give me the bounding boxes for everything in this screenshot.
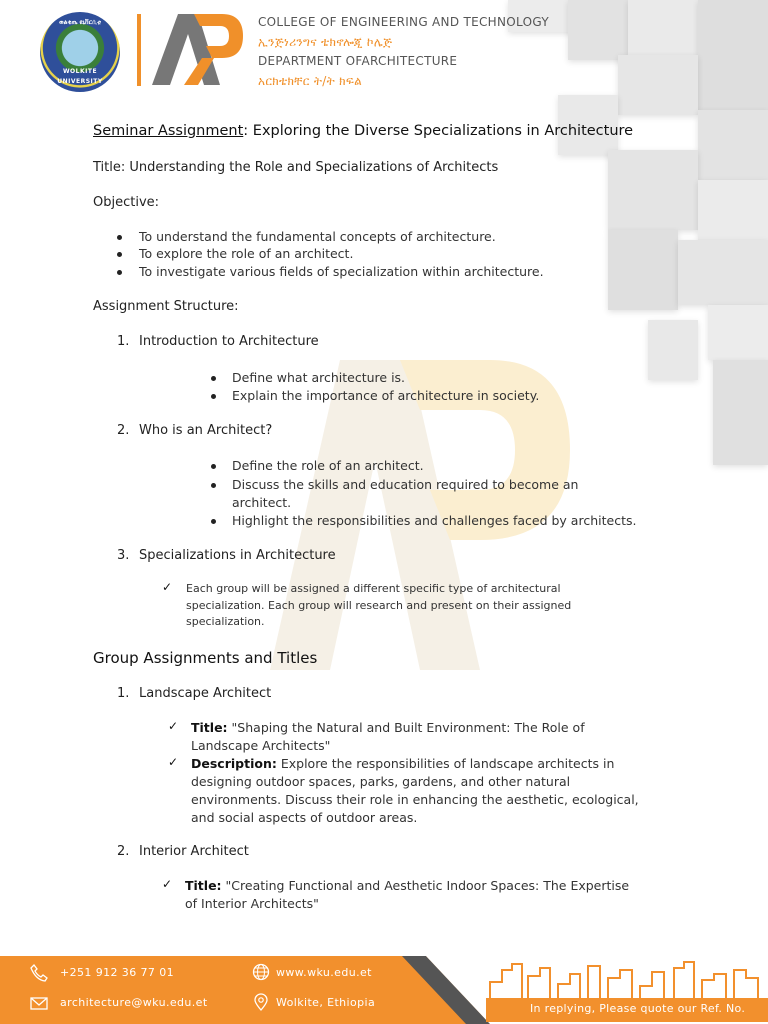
reference-note: In replying, Please quote our Ref. No. xyxy=(530,1002,746,1015)
phone-icon xyxy=(30,964,48,982)
group-heading: Group Assignments and Titles xyxy=(93,649,318,667)
bullet-dot xyxy=(211,464,216,469)
skyline-icon xyxy=(488,960,768,998)
section-bullet: Discuss the skills and education required to become an xyxy=(232,477,579,492)
document-heading: Seminar Assignment: Exploring the Diverse Specializations in Architecture xyxy=(93,123,634,139)
section-bullet-continued: architect. xyxy=(232,495,292,510)
specialization-note: Each group will be assigned a different specific type of architectural specialization. Each group will research and present on their assigned specialization. xyxy=(186,582,572,628)
document-title: Title: Understanding the Role and Specializations of Architects xyxy=(93,160,499,175)
section-bullet: Define what architecture is. xyxy=(232,370,406,385)
group-title: Landscape Architect xyxy=(139,686,272,701)
section-title: Specializations in Architecture xyxy=(139,548,336,563)
header-divider xyxy=(137,14,141,86)
email-link[interactable]: architecture@wku.edu.et xyxy=(60,996,208,1009)
reference-note-bar xyxy=(486,998,768,1022)
bullet-dot xyxy=(211,394,216,399)
department-name-en: DEPARTMENT OFARCHITECTURE xyxy=(258,54,458,68)
seal-bottom-text: WOLKITE UNIVERSITY xyxy=(57,68,103,85)
group-title-entry: Title: "Creating Functional and Aesthetic Indoor Spaces: The Expertise of Interior Architects" xyxy=(185,878,630,911)
seal-top-text: ወልቂጤ ዩኒቨርሲቲ xyxy=(59,19,101,26)
email-icon xyxy=(30,994,48,1012)
check-icon: ✓ xyxy=(168,719,179,733)
group-title-entry: Title: "Shaping the Natural and Built Environment: The Role of Landscape Architects" xyxy=(191,720,585,753)
section-bullet: Define the role of an architect. xyxy=(232,458,424,473)
structure-label: Assignment Structure: xyxy=(93,299,239,314)
group-number: 2. xyxy=(117,844,130,859)
bullet-dot xyxy=(211,483,216,488)
bullet-dot xyxy=(211,519,216,524)
group-description-entry: Description: Explore the responsibilities of landscape architects in designing outdoor spaces, parks, gardens, and other natural environments. Discuss their role in enhancing the aesthetic, ecological, and social aspects of outdoor areas. xyxy=(191,756,639,825)
globe-icon xyxy=(252,963,270,981)
footer-stripe xyxy=(380,956,490,1024)
location-pin-icon xyxy=(252,993,270,1011)
objective-label: Objective: xyxy=(93,195,160,210)
website-link[interactable]: www.wku.edu.et xyxy=(276,966,372,979)
objective-item: To explore the role of an architect. xyxy=(139,246,354,261)
group-number: 1. xyxy=(117,686,130,701)
bullet-dot xyxy=(117,252,122,257)
bullet-dot xyxy=(117,235,122,240)
institution-block xyxy=(258,13,549,91)
section-number: 2. xyxy=(117,423,130,438)
section-title: Introduction to Architecture xyxy=(139,334,319,349)
college-name-am: ኢንጅነሪንግና ቴክኖሎጂ ኮሌጅ xyxy=(258,34,393,49)
check-icon: ✓ xyxy=(168,755,179,769)
bullet-dot xyxy=(117,270,122,275)
section-number: 3. xyxy=(117,548,130,563)
section-number: 1. xyxy=(117,334,130,349)
objective-item: To understand the fundamental concepts of architecture. xyxy=(139,229,496,244)
check-icon: ✓ xyxy=(162,580,173,594)
department-name-am: አርክቴክቸር ት/ት ክፍል xyxy=(258,73,363,88)
section-bullet: Explain the importance of architecture in society. xyxy=(232,388,540,403)
phone-number[interactable]: +251 912 36 77 01 xyxy=(60,966,174,979)
letterhead xyxy=(0,0,768,96)
objective-item: To investigate various fields of specialization within architecture. xyxy=(139,264,544,279)
college-name-en: COLLEGE OF ENGINEERING AND TECHNOLOGY xyxy=(258,15,549,29)
section-bullet: Highlight the responsibilities and challenges faced by architects. xyxy=(232,513,637,528)
location-text: Wolkite, Ethiopia xyxy=(276,996,376,1009)
ap-logo xyxy=(150,12,245,87)
group-title: Interior Architect xyxy=(139,844,249,859)
bullet-dot xyxy=(211,376,216,381)
section-title: Who is an Architect? xyxy=(139,423,273,438)
check-icon: ✓ xyxy=(162,877,173,891)
